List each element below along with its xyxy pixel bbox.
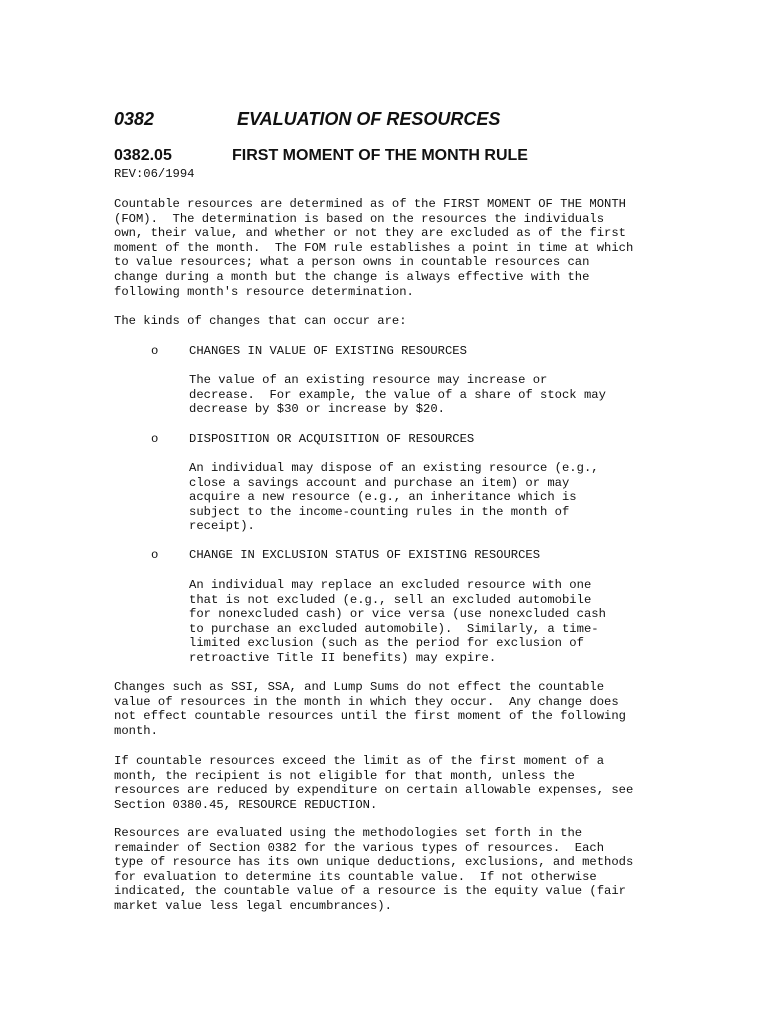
bullet-text: The value of an existing resource may increase or decrease. For example, the value of a share of stock may decrease by $30 or increase by $20. bbox=[189, 373, 606, 417]
methodologies-paragraph: Resources are evaluated using the methodologies set forth in the remainder of Section 0382 for the various types of resources. Each type of resource has its own unique deductions, exclusions, and methods for evaluation to determine its countable value. If not otherwise indicated, the countable value of a resource is the equity value (fair market value less legal encumbrances). bbox=[114, 826, 634, 913]
bullet-heading: CHANGE IN EXCLUSION STATUS OF EXISTING RESOURCES bbox=[189, 548, 541, 562]
bullet-marker: o bbox=[151, 432, 159, 446]
intro-paragraph: Countable resources are determined as of the FIRST MOMENT OF THE MONTH (FOM). The determination is based on the resources the individuals own, their value, and whether or not they are excluded as of the first moment of the month. The FOM rule establishes a point in time at which to value resources; what a person owns in countable resources can change during a month but the change is always effective with the following month's resource determination. bbox=[114, 197, 634, 299]
changes-effect-paragraph: Changes such as SSI, SSA, and Lump Sums do not effect the countable value of resources in the month in which they occur. Any change does not effect countable resources until the first moment of the following month. bbox=[114, 680, 626, 738]
section-title: EVALUATION OF RESOURCES bbox=[237, 109, 501, 129]
bullet-marker: o bbox=[151, 344, 159, 358]
subsection-number: 0382.05 bbox=[114, 147, 172, 164]
bullet-marker: o bbox=[151, 548, 159, 562]
bullet-text: An individual may dispose of an existing resource (e.g., close a savings account and purchase an item) or may acquire a new resource (e.g., an inheritance which is subject to the income-counting rules in the month of receipt). bbox=[189, 461, 599, 534]
section-number: 0382 bbox=[114, 109, 155, 129]
exceed-limit-paragraph: If countable resources exceed the limit as of the first moment of a month, the recipient is not eligible for that month, unless the resources are reduced by expenditure on certain allowable expenses, see Section 0380.45, RESOURCE REDUCTION. bbox=[114, 754, 634, 812]
bullet-text: An individual may replace an excluded resource with one that is not excluded (e.g., sell an excluded automobile for nonexcluded cash) or vice versa (use nonexcluded cash to purchase an excluded automobile). Similarly, a time- limited exclusion (such as the period for exclusion of retroactive Title II benefits) may expire. bbox=[189, 578, 606, 665]
subsection-title: FIRST MOMENT OF THE MONTH RULE bbox=[232, 147, 528, 164]
bullet-heading: CHANGES IN VALUE OF EXISTING RESOURCES bbox=[189, 344, 467, 358]
bullet-heading: DISPOSITION OR ACQUISITION OF RESOURCES bbox=[189, 432, 475, 446]
kinds-intro-paragraph: The kinds of changes that can occur are: bbox=[114, 314, 407, 328]
revision-date: REV:06/1994 bbox=[114, 167, 195, 181]
